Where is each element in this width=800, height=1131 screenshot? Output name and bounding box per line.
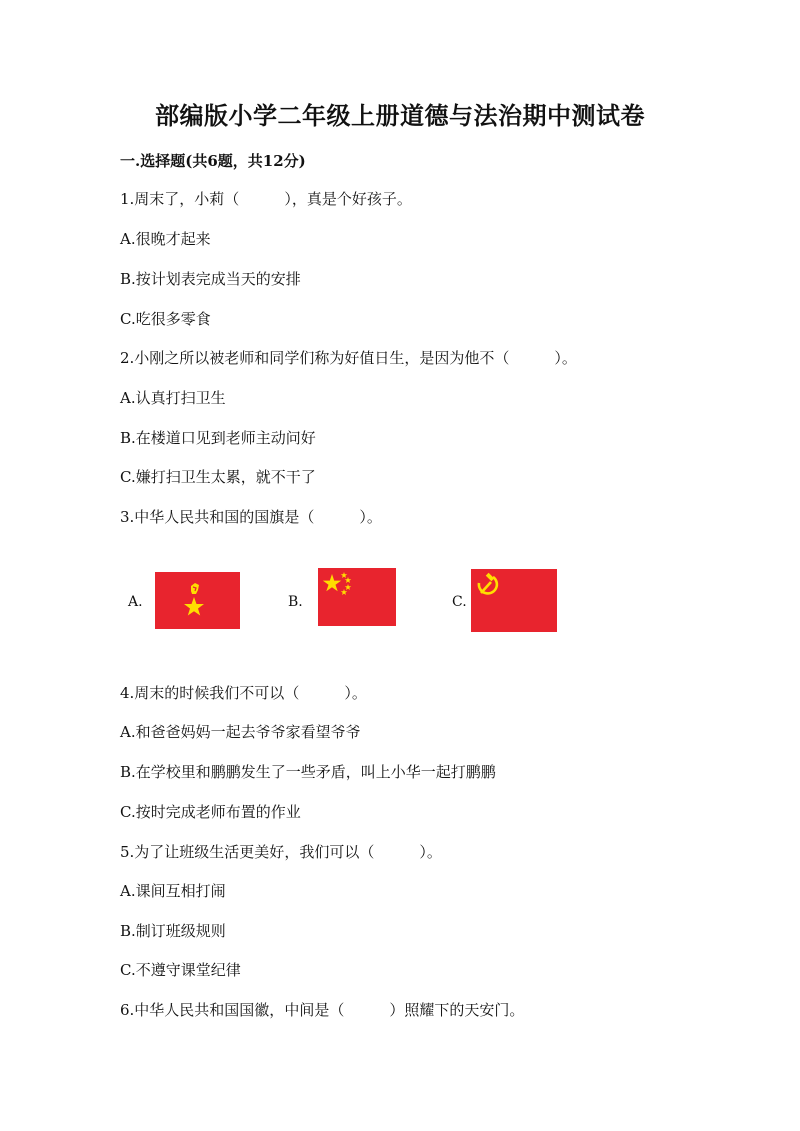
question-5-option-c: C.不遵守课堂纪律: [120, 961, 241, 979]
flag-c-background: [471, 569, 557, 632]
question-1-option-a: A.很晚才起来: [120, 230, 211, 248]
flag-option-b: [318, 568, 396, 626]
question-3-option-a-label: A.: [128, 594, 143, 610]
question-2-option-c: C.嫌打扫卫生太累，就不干了: [120, 468, 316, 486]
question-3-stem: 3.中华人民共和国的国旗是（ ）。: [120, 508, 382, 526]
question-2-option-b: B.在楼道口见到老师主动问好: [120, 429, 316, 447]
question-4-option-c: C.按时完成老师布置的作业: [120, 803, 301, 821]
section-heading: 一.选择题(共6题，共12分): [120, 152, 306, 170]
question-1-option-b: B.按计划表完成当天的安排: [120, 270, 301, 288]
question-3-option-c-label: C.: [452, 594, 467, 610]
question-2-stem: 2.小刚之所以被老师和同学们称为好值日生，是因为他不（ ）。: [120, 349, 577, 367]
question-5-stem: 5.为了让班级生活更美好，我们可以（ ）。: [120, 843, 442, 861]
page-title: 部编版小学二年级上册道德与法治期中测试卷: [155, 101, 645, 130]
question-5-option-b: B.制订班级规则: [120, 922, 226, 940]
flag-a-background: [155, 572, 240, 629]
question-3-option-b-label: B.: [288, 594, 303, 610]
question-5-option-a: A.课间互相打闹: [120, 882, 226, 900]
question-6-stem: 6.中华人民共和国国徽，中间是（ ）照耀下的天安门。: [120, 1001, 525, 1019]
question-4-option-a: A.和爸爸妈妈一起去爷爷家看望爷爷: [120, 723, 361, 741]
question-4-stem: 4.周末的时候我们不可以（ ）。: [120, 684, 367, 702]
question-4-option-b: B.在学校里和鹏鹏发生了一些矛盾，叫上小华一起打鹏鹏: [120, 763, 496, 781]
question-1-stem: 1.周末了，小莉（ ），真是个好孩子。: [120, 190, 412, 208]
flag-option-a: [155, 572, 240, 629]
question-1-option-c: C.吃很多零食: [120, 310, 211, 328]
flag-option-c: [471, 569, 557, 632]
flag-b-background: [318, 568, 396, 626]
question-2-option-a: A.认真打扫卫生: [120, 389, 226, 407]
